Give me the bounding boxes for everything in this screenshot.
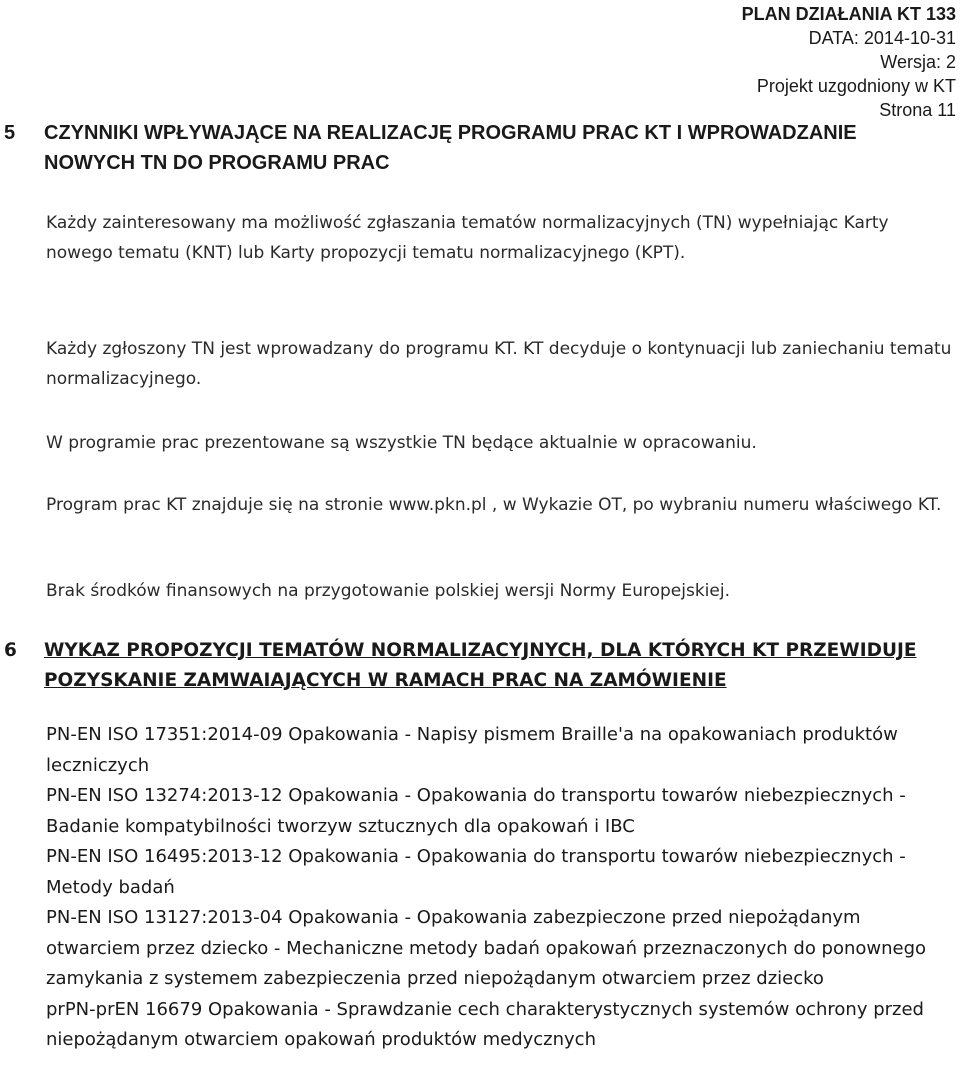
- document-status: Projekt uzgodniony w KT: [756, 76, 956, 96]
- section-5-paragraph: Każdy zgłoszony TN jest wprowadzany do programu KT. KT decyduje o kontynuacji lub zaniechaniu tematu normalizacyjnego.: [46, 339, 952, 389]
- standard-item: PN-EN ISO 16495:2013-12 Opakowania - Opakowania do transportu towarów niebezpiecznych - Metody badań: [46, 846, 906, 898]
- section-6-heading: [4, 636, 924, 696]
- section-6-title: WYKAZ PROPOZYCJI TEMATÓW NORMALIZACYJNYCH, DLA KTÓRYCH KT PRZEWIDUJE POZYSKANIE ZAMWAIAJĄCYCH W RAMACH PRAC NA ZAMÓWIENIE: [44, 640, 917, 691]
- document-version: Wersja: 2: [880, 52, 956, 72]
- document-date: DATA: 2014-10-31: [808, 28, 956, 48]
- plan-title: PLAN DZIAŁANIA KT 133: [741, 4, 956, 24]
- standard-item: PN-EN ISO 13127:2013-04 Opakowania - Opakowania zabezpieczone przed niepożądanym otwarciem przez dziecko - Mechaniczne metody badań opakowań przeznaczonych do ponownego zamykania z systemem zabezpieczenia przed niepożądanym otwarciem przez dziecko: [46, 907, 927, 989]
- section-5-paragraph: Brak środków finansowych na przygotowanie polskiej wersji Normy Europejskiej.: [46, 581, 730, 601]
- page-header: [742, 2, 956, 122]
- standard-item: PN-EN ISO 17351:2014-09 Opakowania - Napisy pismem Braille'a na opakowaniach produktów leczniczych: [46, 724, 898, 776]
- section-5-number: 5: [4, 122, 16, 144]
- section-5-title: CZYNNIKI WPŁYWAJĄCE NA REALIZACJĘ PROGRAMU PRAC KT I WPROWADZANIE NOWYCH TN DO PROGRAMU PRAC: [44, 122, 857, 174]
- section-6-number: 6: [4, 640, 17, 661]
- standard-item: prPN-prEN 16679 Opakowania - Sprawdzanie cech charakterystycznych systemów ochrony przed niepożądanym otwarciem opakowań produktów medycznych: [46, 998, 924, 1050]
- section-5-paragraph: Program prac KT znajduje się na stronie www.pkn.pl , w Wykazie OT, po wybraniu numeru właściwego KT.: [46, 495, 942, 515]
- standard-item: PN-EN ISO 13274:2013-12 Opakowania - Opakowania do transportu towarów niebezpiecznych - Badanie kompatybilności tworzyw sztucznych dla opakowań i IBC: [46, 785, 906, 837]
- section-5-paragraph: Każdy zainteresowany ma możliwość zgłaszania tematów normalizacyjnych (TN) wypełniając Karty nowego tematu (KNT) lub Karty propozycji tematu normalizacyjnego (KPT).: [46, 213, 889, 263]
- section-5-heading: [4, 118, 904, 178]
- page-number: Strona 11: [879, 100, 956, 120]
- section-5-paragraph: W programie prac prezentowane są wszystkie TN będące aktualnie w opracowaniu.: [46, 433, 757, 453]
- standards-list: [46, 720, 958, 1056]
